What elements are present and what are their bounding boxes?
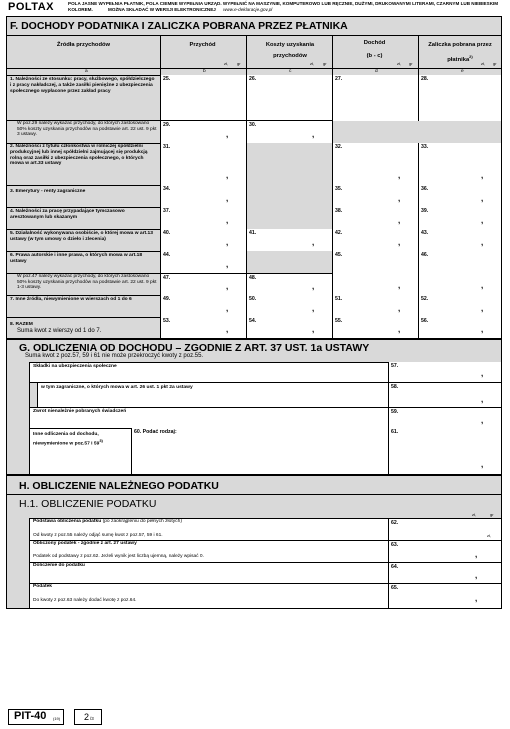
field-62[interactable] (388, 518, 501, 540)
field-42-number: 42. (335, 230, 343, 236)
row-8-label: 8. RAZEM (10, 322, 33, 327)
decimal-comma: , (226, 171, 229, 180)
row-64-label: Doliczenie do podatku (33, 563, 85, 568)
field-52[interactable] (418, 295, 501, 317)
decimal-comma: , (481, 460, 484, 469)
form-id-box (8, 709, 64, 725)
row-63-sub: Podatek od podstawy z poz.62. Jeżeli wynik jest liczbą ujemną, należy wpisać 0. (33, 554, 204, 559)
field-53-number: 53. (163, 318, 171, 324)
field-36[interactable] (418, 185, 501, 207)
field-38-number: 38. (335, 208, 343, 214)
field-57[interactable] (388, 362, 501, 382)
field-30-number: 30. (249, 122, 257, 128)
field-61[interactable] (388, 428, 501, 474)
field-64[interactable] (388, 562, 501, 583)
section-h-title: H. OBLICZENIE NALEŻNEGO PODATKU (19, 480, 219, 492)
field-63-number: 63. (391, 542, 399, 548)
col-header-advance-label: Zaliczka pobrana przez płatnika (428, 42, 492, 63)
row-6-label: 6. Prawa autorskie i inne prawa, o których mowa w art.18 ustawy (10, 253, 143, 264)
field-46-number: 46. (421, 252, 429, 258)
field-54[interactable] (246, 317, 332, 338)
unit-zl: zł, (310, 61, 314, 66)
row-5-label: 5. Działalność wykonywana osobiście, o której mowa w art.13 ustawy (w tym umowy o dzieło i zlecenia) (10, 231, 153, 242)
edeklaracje-url: www.e-deklaracje.gov.pl (223, 7, 273, 12)
field-35[interactable] (332, 185, 418, 207)
decimal-comma: , (226, 216, 229, 225)
unit-gr: gr (323, 61, 327, 66)
col-header-advance-sup: 2) (469, 54, 473, 59)
field-57-number: 57. (391, 363, 399, 369)
field-35-number: 35. (335, 186, 343, 192)
field-48-number: 48. (249, 275, 257, 281)
field-49-number: 49. (163, 296, 171, 302)
page-number: 2 (84, 712, 90, 722)
decimal-comma: , (226, 194, 229, 203)
row-1-label: 1. Należności ze stosunku: pracy, służbowego, spółdzielczego i z pracy nakładczej, a także zasiłki pieniężne z ubezpieczenia społecznego wypłacone przez zakład pracy (10, 77, 155, 94)
field-65-number: 65. (391, 585, 399, 591)
field-31-number: 31. (163, 144, 171, 150)
decimal-comma: , (398, 325, 401, 334)
field-51-number: 51. (335, 296, 343, 302)
field-50[interactable] (246, 295, 332, 317)
decimal-comma: , (398, 216, 401, 225)
decimal-comma: , (481, 395, 484, 404)
decimal-comma: , (398, 304, 401, 313)
field-47-number: 47. (163, 275, 171, 281)
decimal-comma: , (475, 571, 478, 580)
field-39-number: 39. (421, 208, 429, 214)
form-id: PIT-40 (14, 710, 47, 722)
row-61-label (33, 432, 131, 447)
row-4-label: 4. Należności za pracę przypadające tymczasowo aresztowanym lub skazanym (10, 209, 125, 220)
section-f (6, 16, 502, 339)
decimal-comma: , (226, 325, 229, 334)
field-29-number: 29. (163, 122, 171, 128)
field-53[interactable] (160, 317, 246, 338)
decimal-comma: , (398, 238, 401, 247)
section-h (6, 475, 502, 609)
field-25-number: 25. (163, 76, 171, 82)
decimal-comma: , (226, 238, 229, 247)
decimal-comma: , (312, 238, 315, 247)
unit-gr: gr (409, 61, 413, 66)
field-48[interactable] (246, 274, 332, 295)
col-letter-e: e (461, 69, 464, 74)
decimal-comma: , (481, 216, 484, 225)
col-letter-a: a (85, 69, 88, 74)
field-44-number: 44. (163, 252, 171, 258)
field-47[interactable] (160, 274, 246, 295)
row-8-sub: Suma kwot z wierszy od 1 do 7. (17, 328, 102, 334)
field-37-number: 37. (163, 208, 171, 214)
field-32[interactable] (332, 143, 418, 185)
field-58-number: 58. (391, 384, 399, 390)
decimal-comma: , (481, 171, 484, 180)
unit-zl: zł, (472, 512, 476, 517)
row-62-label (33, 519, 182, 525)
page-number-box (74, 709, 102, 725)
row-58-label: w tym zagraniczne, o których mowa w art. 26 ust. 1 pkt 2a ustawy (41, 385, 193, 390)
row-65-label: Podatek (33, 584, 53, 589)
field-64-number: 64. (391, 564, 399, 570)
col-letter-d: d (375, 69, 378, 74)
field-43-number: 43. (421, 230, 429, 236)
unit-gr: gr (493, 61, 497, 66)
decimal-comma: , (226, 282, 229, 291)
field-42[interactable] (332, 229, 418, 251)
decimal-comma: , (481, 281, 484, 290)
row-6b-label: W poz.47 należy wykazać przychody, do których zastosowano 50% koszty uzyskania przychodów na podstawie art. 22 ust. 9 pkt 1-3 ustawy. (17, 274, 157, 291)
field-65[interactable] (388, 583, 501, 608)
field-52-number: 52. (421, 296, 429, 302)
field-26-number: 26. (249, 76, 257, 82)
decimal-comma: , (398, 281, 401, 290)
row-62-note: (po zaokrągleniu do pełnych złotych) (102, 519, 182, 524)
decimal-comma: , (312, 130, 315, 139)
decimal-comma: , (398, 194, 401, 203)
field-36-number: 36. (421, 186, 429, 192)
section-g-title: G. ODLICZENIA OD DOCHODU – ZGODNIE Z ART. 37 UST. 1a USTAWY (19, 342, 370, 354)
field-34-number: 34. (163, 186, 171, 192)
section-f-title: F. DOCHODY PODATNIKA I ZALICZKA POBRANA PRZEZ PŁATNIKA (10, 20, 348, 32)
field-56-number: 56. (421, 318, 429, 324)
row-61-label-text: Inne odliczenia od dochodu, niewymienione w poz.57 i 59 (33, 432, 100, 447)
decimal-comma: , (226, 260, 229, 269)
row-7-label: 7. Inne źródła, niewymienione w wierszach od 1 do 6 (10, 297, 132, 302)
field-30[interactable] (246, 121, 332, 143)
decimal-comma: , (481, 194, 484, 203)
decimal-comma: , (312, 304, 315, 313)
section-g-subtitle: Suma kwot z poz.57, 59 i 61 nie może przekroczyć kwoty z poz.55. (25, 353, 204, 359)
field-55[interactable] (332, 317, 418, 338)
field-29[interactable] (160, 121, 246, 143)
field-28-number: 28. (421, 76, 429, 82)
field-40-number: 40. (163, 230, 171, 236)
field-37[interactable] (160, 207, 246, 229)
col-header-advance (420, 40, 500, 66)
field-55-number: 55. (335, 318, 343, 324)
field-50-number: 50. (249, 296, 257, 302)
row-62-sub: Od kwoty z poz.55 należy odjąć sumę kwot z poz.57, 59 i 61. (33, 533, 163, 538)
unit-zl: zł, (224, 61, 228, 66)
field-60-number: 60. Podać rodzaj: (134, 429, 177, 435)
decimal-comma: , (226, 130, 229, 139)
field-27-number: 27. (335, 76, 343, 82)
field-51[interactable] (332, 295, 418, 317)
row-65-sub: Do kwoty z poz.63 należy dodać kwotę z poz.64. (33, 598, 137, 603)
row-59-label: Zwrot nienależnie pobranych świadczeń (33, 409, 127, 414)
col-header-profit-sub: (b - c) (366, 53, 383, 59)
row-1b-label: W poz.29 należy wykazać przychody, do których zastosowano 50% koszty uzyskania przychodów na podstawie art. 22 ust. 9 pkt 3 ustawy. (17, 121, 157, 138)
field-32-number: 32. (335, 144, 343, 150)
unit-zl: zł, (487, 533, 491, 538)
row-3-label: 3. Emerytury - renty zagraniczne (10, 189, 86, 194)
unit-zl: zł, (481, 61, 485, 66)
field-49[interactable] (160, 295, 246, 317)
row-61-sup: 3) (99, 437, 103, 443)
field-39[interactable] (418, 207, 501, 229)
form-version: (19) (53, 716, 61, 721)
row-63-label: Obliczony podatek - zgodnie z art. 27 ustawy (33, 541, 137, 546)
col-header-costs: Koszty uzyskania przychodów (265, 42, 315, 59)
field-43[interactable] (418, 229, 501, 251)
col-letter-c: c (289, 69, 292, 74)
decimal-comma: , (481, 416, 484, 425)
page-total: /3 (90, 716, 94, 721)
field-33[interactable] (418, 143, 501, 185)
field-56[interactable] (418, 317, 501, 338)
field-60-type[interactable] (131, 428, 388, 474)
decimal-comma: , (475, 594, 478, 603)
decimal-comma: , (398, 171, 401, 180)
col-letter-b: b (203, 69, 206, 74)
field-63[interactable] (388, 540, 501, 562)
poltax-logo: POLTAX (8, 1, 54, 13)
field-62-number: 62. (391, 520, 399, 526)
field-59-number: 59. (391, 409, 399, 415)
col-header-source: Źródła przychodów (56, 42, 111, 48)
decimal-comma: , (481, 369, 484, 378)
filling-instructions (68, 1, 506, 13)
decimal-comma: , (481, 238, 484, 247)
row-62-label-text: Podstawa obliczenia podatku (33, 519, 102, 524)
field-54-number: 54. (249, 318, 257, 324)
unit-zl: zł, (397, 61, 401, 66)
field-46[interactable] (418, 251, 501, 295)
unit-gr: gr (237, 61, 241, 66)
field-31[interactable] (160, 143, 246, 185)
decimal-comma: , (481, 325, 484, 334)
electronic-note: MOŻNA SKŁADAĆ W WERSJI ELEKTRONICZNEJ (108, 7, 216, 12)
section-g (6, 339, 502, 475)
decimal-comma: , (481, 304, 484, 313)
unit-gr: gr (490, 512, 494, 517)
row-2-label: 2. Należności z tytułu członkostwa w rolniczej spółdzielni produkcyjnej lub innej spółdzielni zajmującej się produkcją rolną oraz zasiłki z ubezpieczenia społecznego, o których mowa w art.33 ustawy (10, 144, 148, 167)
field-59[interactable] (388, 407, 501, 428)
section-h1-title: H.1. OBLICZENIE PODATKU (19, 498, 157, 510)
decimal-comma: , (312, 325, 315, 334)
field-41[interactable] (246, 229, 332, 251)
decimal-comma: , (226, 304, 229, 313)
field-34[interactable] (160, 185, 246, 207)
field-58[interactable] (388, 382, 501, 407)
col-header-income: Przychód (189, 42, 216, 48)
decimal-comma: , (312, 282, 315, 291)
decimal-comma: , (475, 550, 478, 559)
field-45-number: 45. (335, 252, 343, 258)
field-45[interactable] (332, 251, 418, 295)
field-44[interactable] (160, 251, 246, 273)
field-40[interactable] (160, 229, 246, 251)
field-33-number: 33. (421, 144, 429, 150)
field-41-number: 41. (249, 230, 257, 236)
row-57-label: Składki na ubezpieczenia społeczne (33, 364, 117, 369)
col-header-profit: Dochód (363, 40, 386, 46)
instructions-text: POLA JASNE WYPEŁNIA PŁATNIK, POLA CIEMNE WYPEŁNIA URZĄD. WYPEŁNIĆ NA MASZYNIE, KOMPUTEROWO LUB RĘCZNIE, DUŻYMI, DRUKOWANYMI LITERAMI, CZARNYM LUB NIEBIESKIM KOLOREM. (68, 1, 499, 12)
field-38[interactable] (332, 207, 418, 229)
field-61-number: 61. (391, 429, 399, 435)
